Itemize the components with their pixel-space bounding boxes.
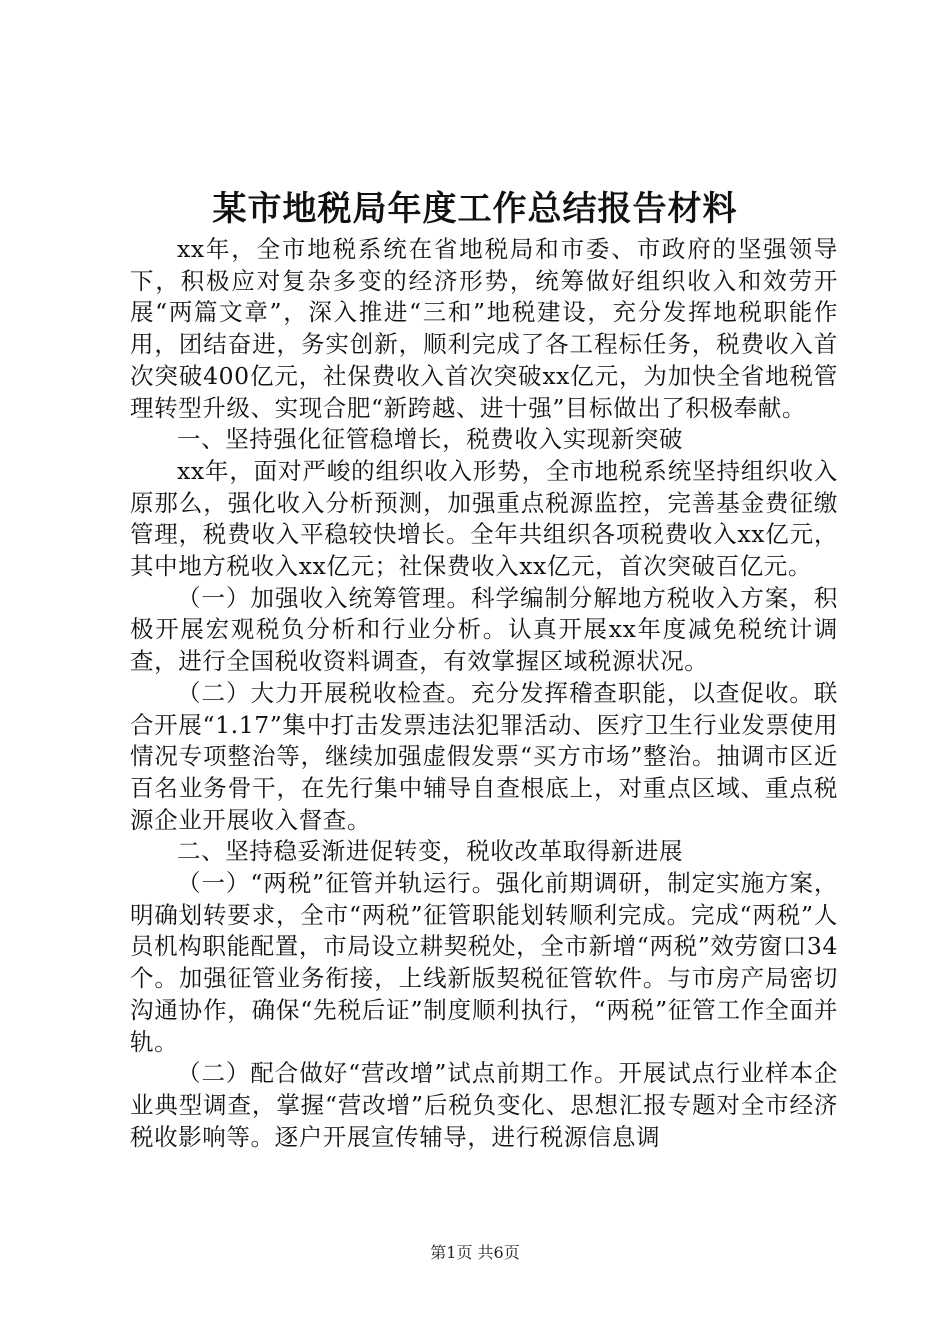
paragraph-section2-item1: （一）“两税”征管并轨运行。强化前期调研，制定实施方案，明确划转要求，全市“两税”征管职能划转顺利完成。完成“两税”人员机构职能配置，市局设立耕契税处，全市新增“两税”效劳窗口34个。加强征管业务衔接，上线新版契税征管软件。与市房产局密切沟通协作，确保“先税后证”制度顺利执行，“两税”征管工作全面并轨。 [130, 869, 838, 1056]
page-footer: 第1页 共6页 [430, 1243, 520, 1262]
paragraph-section1-summary: xx年，面对严峻的组织收入形势，全市地税系统坚持组织收入原那么，强化收入分析预测，加强重点税源监控，完善基金费征缴管理，税费收入平稳较快增长。全年共组织各项税费收入xx亿元，其中地方税收入xx亿元；社保费收入xx亿元，首次突破百亿元。 [130, 456, 838, 581]
section-heading-2: 二、坚持稳妥渐进促转变，税收改革取得新进展 [177, 837, 684, 866]
paragraph-section1-item2: （二）大力开展税收检查。充分发挥稽查职能，以查促收。联合开展“1.17”集中打击发票违法犯罪活动、医疗卫生行业发票使用情况专项整治等，继续加强虚假发票“买方市场”整治。抽调市区近百名业务骨干，在先行集中辅导自查根底上，对重点区域、重点税源企业开展收入督查。 [130, 678, 838, 834]
paragraph-intro: xx年，全市地税系统在省地税局和市委、市政府的坚强领导下，积极应对复杂多变的经济形势，统筹做好组织收入和效劳开展“两篇文章”，深入推进“三和”地税建设，充分发挥地税职能作用，团结奋进，务实创新，顺利完成了各工程标任务，税费收入首次突破400亿元，社保费收入首次突破xx亿元，为加快全省地税管理转型升级、实现合肥“新跨越、进十强”目标做出了积极奉献。 [130, 235, 838, 422]
document-title: 某市地税局年度工作总结报告材料 [212, 189, 738, 229]
document-body [130, 234, 838, 1153]
section-heading-1: 一、坚持强化征管稳增长，税费收入实现新突破 [177, 425, 684, 454]
paragraph-section2-item2: （二）配合做好“营改增”试点前期工作。开展试点行业样本企业典型调查，掌握“营改增”后税负变化、思想汇报专题对全市经济税收影响等。逐户开展宣传辅导，进行税源信息调 [130, 1059, 838, 1151]
paragraph-section1-item1: （一）加强收入统筹管理。科学编制分解地方税收入方案，积极开展宏观税负分析和行业分析。认真开展xx年度减免税统计调查，进行全国税收资料调查，有效掌握区域税源状况。 [130, 583, 838, 676]
